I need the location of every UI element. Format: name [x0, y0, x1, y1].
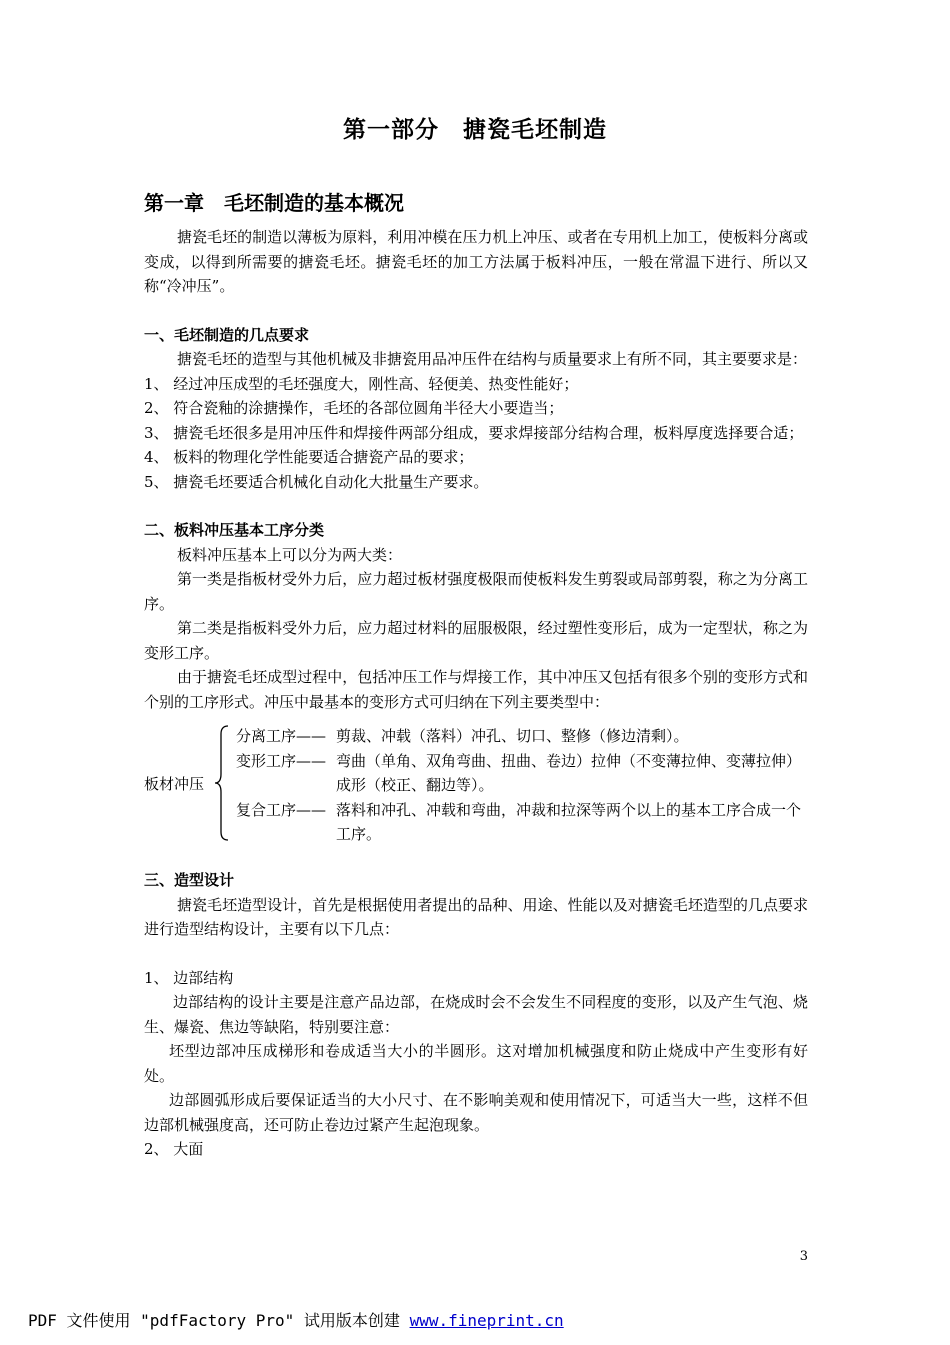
list-item: 3、 搪瓷毛坯很多是用冲压件和焊接件两部分组成，要求焊接部分结构合理，板料厚度选择要合适；: [144, 423, 804, 442]
subsection-title: 2、 大面: [144, 1140, 204, 1158]
section2-paragraph-1: 板料冲压基本上可以分为两大类：: [177, 545, 403, 564]
curly-brace-icon: [214, 724, 230, 842]
section2-heading: 二、板料冲压基本工序分类: [144, 521, 325, 539]
chapter-title: 第一章 毛坯制造的基本概况: [144, 191, 404, 215]
section2-paragraph-4: 由于搪瓷毛坯成型过程中，包括冲压工作与焊接工作，其中冲压又包括有很多个别的变形方式和个别的工序形式。冲压中最基本的变形方式可归纳在下列主要类型中：: [144, 668, 808, 711]
brace-label: 板材冲压: [144, 775, 205, 793]
brace-item-name: 复合工序——: [236, 800, 327, 819]
section1-heading: 一、毛坯制造的几点要求: [144, 325, 310, 344]
footer-link[interactable]: www.fineprint.cn: [409, 1311, 564, 1330]
brace-item: [236, 798, 808, 847]
brace-item-text: 弯曲（单角、双角弯曲、扭曲、卷边）拉伸（不变薄拉伸、变薄拉伸）成形（校正、翻边等）。: [336, 751, 802, 794]
intro-paragraph: 搪瓷毛坯的制造以薄板为原料，利用冲模在压力机上冲压、或者在专用机上加工，使板料分离或变成，以得到所需要的搪瓷毛坯。搪瓷毛坯的加工方法属于板料冲压，一般在常温下进行、所以又称“冷冲压”。: [144, 228, 808, 295]
section2-paragraph-2: 第一类是指板材受外力后，应力超过板材强度极限而使板料发生剪裂或局部剪裂，称之为分离工序。: [144, 570, 808, 613]
section1-paragraph: 搪瓷毛坯的造型与其他机械及非搪瓷用品冲压件在结构与质量要求上有所不同，其主要要求是：: [177, 350, 808, 368]
footer-text: PDF 文件使用 "pdfFactory Pro" 试用版本创建: [28, 1311, 410, 1330]
subsection-paragraph: 边部圆弧形成后要保证适当的大小尺寸、在不影响美观和使用情况下，可适当大一些，这样不但边部机械强度高，还可防止卷边过紧产生起泡现象。: [144, 1091, 808, 1134]
section3-heading: 三、造型设计: [144, 871, 235, 889]
brace-items: [236, 724, 808, 847]
subsection-title: 1、 边部结构: [144, 968, 234, 987]
list-item: 5、 搪瓷毛坯要适合机械化自动化大批量生产要求。: [144, 472, 489, 491]
brace-item-text: 落料和冲孔、冲载和弯曲，冲裁和拉深等两个以上的基本工序合成一个工序。: [336, 800, 802, 843]
part-title: 第一部分 搪瓷毛坯制造: [343, 117, 607, 143]
subsection-paragraph: 边部结构的设计主要是注意产品边部，在烧成时会不会发生不同程度的变形，以及产生气泡、烧生、爆瓷、焦边等缺陷，特别要注意：: [144, 993, 808, 1036]
section2-paragraph-3: 第二类是指板料受外力后，应力超过材料的屈服极限，经过塑性变形后，成为一定型状，称之为变形工序。: [144, 619, 808, 662]
list-item: 4、 板料的物理化学性能要适合搪瓷产品的要求；: [144, 448, 474, 466]
main-content: [144, 225, 808, 1162]
page-number: 3: [799, 1249, 808, 1264]
brace-item: [236, 749, 808, 798]
list-item: 1、 经过冲压成型的毛坯强度大，刚性高、轻便美、热变性能好；: [144, 374, 579, 393]
brace-item-text: 剪裁、冲载（落料）冲孔、切口、整修（修边清剩）。: [336, 727, 689, 745]
list-item: 2、 符合瓷釉的涂搪操作，毛坯的各部位圆角半径大小要造当；: [144, 399, 564, 417]
brace-item: [236, 724, 808, 749]
pdf-footer: [28, 1308, 564, 1331]
subsection-paragraph: 坯型边部冲压成梯形和卷成适当大小的半圆形。这对增加机械强度和防止烧成中产生变形有好处。: [144, 1042, 808, 1085]
section3-paragraph: 搪瓷毛坯造型设计，首先是根据使用者提出的品种、用途、性能以及对搪瓷毛坯造型的几点要求进行造型结构设计，主要有以下几点：: [144, 895, 808, 938]
brace-item-name: 变形工序——: [236, 751, 327, 770]
stamping-classification: [144, 724, 808, 844]
brace-item-name: 分离工序——: [236, 727, 327, 745]
